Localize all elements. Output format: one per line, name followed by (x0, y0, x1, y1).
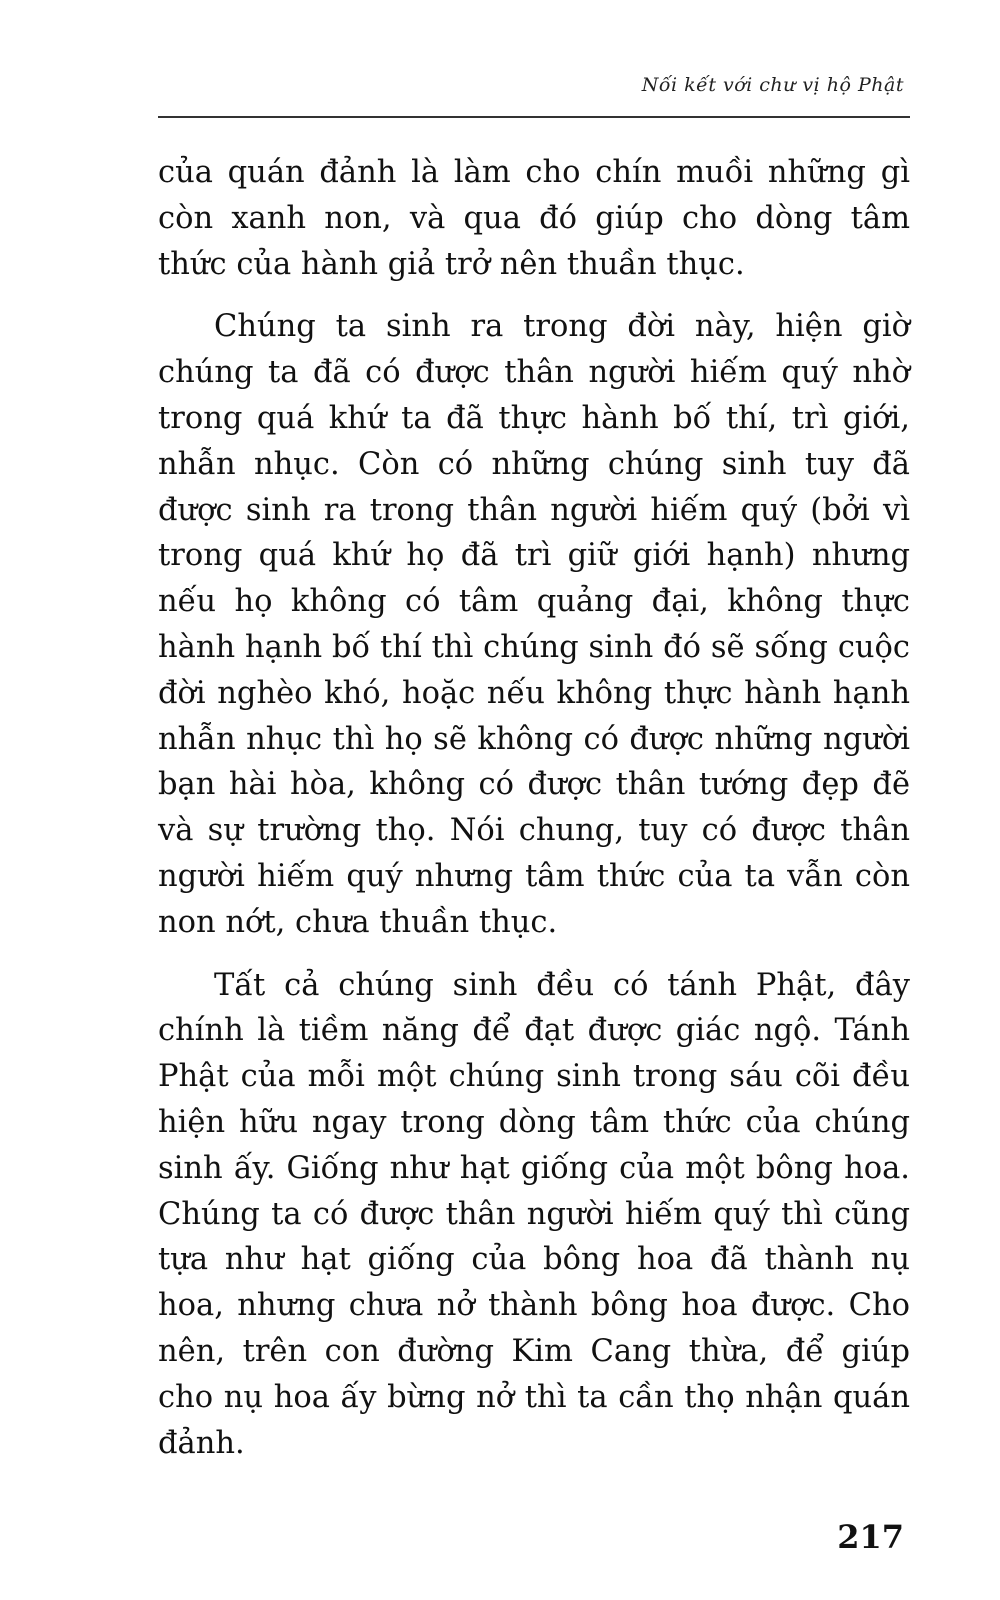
paragraph: Chúng ta sinh ra trong đời này, hiện giờ chúng ta đã có được thân người hiếm quý nhờ trong quá khứ ta đã thực hành bố thí, trì giới, nhẫn nhục. Còn có những chúng sinh tuy đã được sinh ra trong thân người hiếm quý (bởi vì trong quá khứ họ đã trì giữ giới hạnh) nhưng nếu họ không có tâm quảng đại, không thực hành hạnh bố thí thì chúng sinh đó sẽ sống cuộc đời nghèo khó, hoặc nếu không thực hành hạnh nhẫn nhục thì họ sẽ không có được những người bạn hài hòa, không có được thân tướng đẹp đẽ và sự trường thọ. Nói chung, tuy có được thân người hiếm quý nhưng tâm thức của ta vẫn còn non nớt, chưa thuần thục. (158, 309, 910, 940)
page-body (158, 150, 910, 1483)
header-divider (158, 116, 910, 118)
page-number: 217 (837, 1518, 904, 1556)
running-header: Nối kết với chư vị hộ Phật (641, 74, 904, 96)
paragraph: Tất cả chúng sinh đều có tánh Phật, đây chính là tiềm năng để đạt được giác ngộ. Tánh Phật của mỗi một chúng sinh trong sáu cõi đều hiện hữu ngay trong dòng tâm thức của chúng sinh ấy. Giống như hạt giống của một bông hoa. Chúng ta có được thân người hiếm quý thì cũng tựa như hạt giống của bông hoa đã thành nụ hoa, nhưng chưa nở thành bông hoa được. Cho nên, trên con đường Kim Cang thừa, để giúp cho nụ hoa ấy bừng nở thì ta cần thọ nhận quán đảnh. (158, 967, 910, 1461)
paragraph-continuation: của quán đảnh là làm cho chín muồi những gì còn xanh non, và qua đó giúp cho dòng tâm thức của hành giả trở nên thuần thục. (158, 155, 910, 282)
